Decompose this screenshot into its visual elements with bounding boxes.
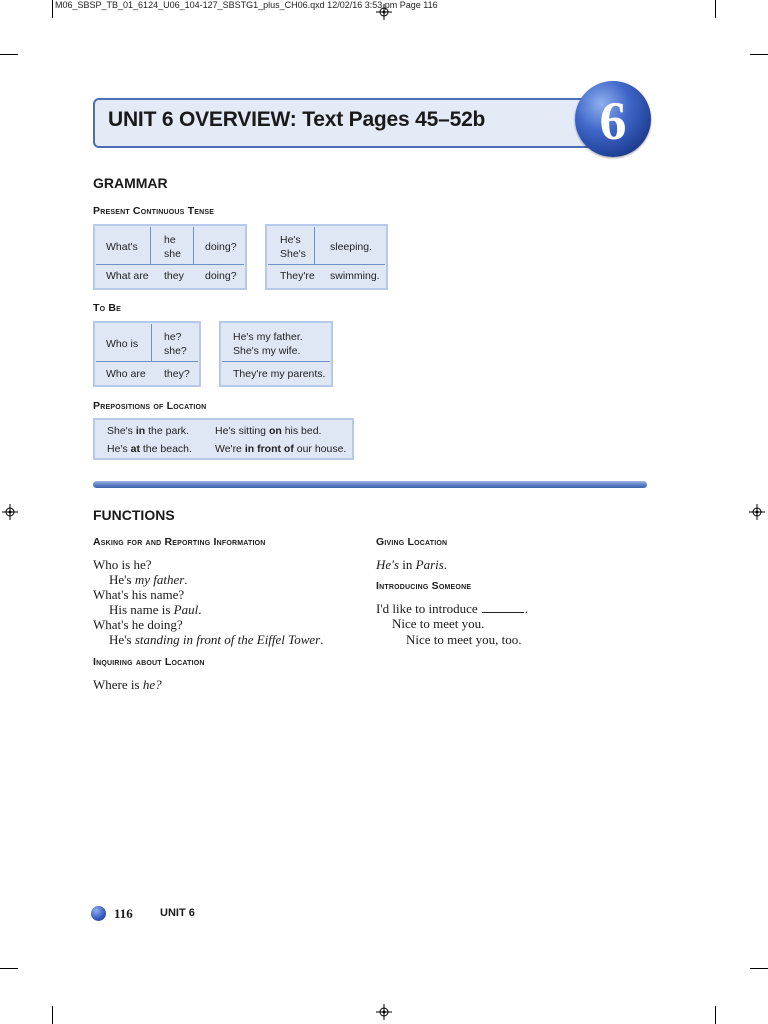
blank-line <box>482 602 524 613</box>
page-title: UNIT 6 OVERVIEW: Text Pages 45–52b <box>108 108 486 131</box>
footer-unit: UNIT 6 <box>160 907 195 919</box>
grammar-heading: GRAMMAR <box>93 175 168 191</box>
table-cell: swimming. <box>330 270 380 282</box>
registration-mark-icon <box>376 4 392 20</box>
table-cell: Who are <box>106 368 146 380</box>
present-continuous-title: Present Continuous Tense <box>93 205 215 217</box>
function-line: Nice to meet you, too. <box>406 632 522 647</box>
functions-heading: FUNCTIONS <box>93 507 175 523</box>
table-cell: They're my parents. <box>233 368 326 380</box>
table-cell: He's my father. <box>233 331 303 343</box>
registration-mark-icon <box>2 504 18 520</box>
function-line: Nice to meet you. <box>392 616 485 631</box>
table-cell: She's <box>280 248 306 260</box>
function-line: What's his name? <box>93 587 185 602</box>
function-line: I'd like to introduce . <box>376 601 529 616</box>
table-cell: she <box>164 248 181 260</box>
function-line: He's in Paris. <box>376 557 448 572</box>
to-be-title: To Be <box>93 302 122 314</box>
table-cell: he? <box>164 331 182 343</box>
giving-title: Giving Location <box>376 536 448 548</box>
function-line: He's standing in front of the Eiffel Tower. <box>109 632 324 647</box>
table-cell: She's my wife. <box>233 345 301 357</box>
crop-mark <box>52 0 53 18</box>
crop-mark <box>715 1006 716 1024</box>
table-cell: What's <box>106 241 138 253</box>
crop-mark <box>0 54 18 55</box>
example-sentence: He's at the beach. <box>107 443 192 455</box>
function-line: He's my father. <box>109 572 188 587</box>
example-sentence: We're in front of our house. <box>215 443 347 455</box>
inquiring-title: Inquiring about Location <box>93 656 205 668</box>
asking-title: Asking for and Reporting Information <box>93 536 266 548</box>
prepositions-title: Prepositions of Location <box>93 400 207 412</box>
table-cell: they? <box>164 368 190 380</box>
crop-mark <box>52 1006 53 1024</box>
table-cell: sleeping. <box>330 241 373 253</box>
introducing-title: Introducing Someone <box>376 580 472 592</box>
table-cell: What are <box>106 270 149 282</box>
section-divider <box>93 481 647 488</box>
function-line: Where is he? <box>93 677 162 692</box>
example-sentence: She's in the park. <box>107 425 189 437</box>
table-cell: They're <box>280 270 315 282</box>
table-cell: they <box>164 270 184 282</box>
registration-mark-icon <box>376 1004 392 1020</box>
table-cell: He's <box>280 234 301 246</box>
table-cell: Who is <box>106 338 139 350</box>
page-dot-icon <box>91 906 106 921</box>
table-cell: doing? <box>205 270 237 282</box>
crop-mark <box>750 968 768 969</box>
example-sentence: He's sitting on his bed. <box>215 425 322 437</box>
crop-mark <box>750 54 768 55</box>
unit-number: 6 <box>599 91 627 151</box>
file-slug: M06_SBSP_TB_01_6124_U06_104-127_SBSTG1_plus_CH06.qxd 12/02/16 3:53 pm Page 116 <box>55 0 438 10</box>
function-line: What's he doing? <box>93 617 183 632</box>
page-number: 116 <box>114 906 133 921</box>
registration-mark-icon <box>749 504 765 520</box>
table-cell: doing? <box>205 241 237 253</box>
function-line: His name is Paul. <box>109 602 202 617</box>
function-line: Who is he? <box>93 557 152 572</box>
table-cell: she? <box>164 345 187 357</box>
crop-mark <box>0 968 18 969</box>
table-cell: he <box>164 234 176 246</box>
crop-mark <box>715 0 716 18</box>
